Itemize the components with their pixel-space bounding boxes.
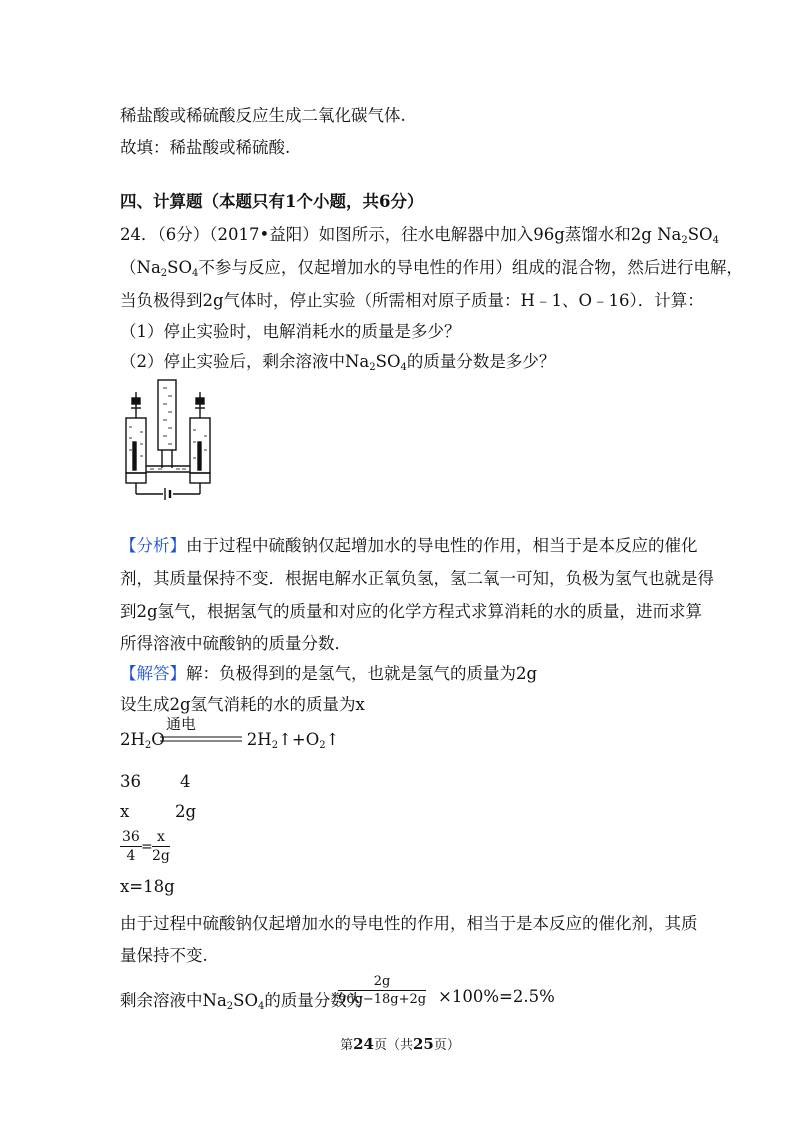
subscript: 2 (369, 362, 376, 373)
numerator: 36 (122, 829, 140, 845)
page-number: 24 (353, 1035, 374, 1053)
text: 的质量分数是多少？ (406, 352, 556, 371)
question-line (120, 221, 719, 246)
text: （Na (120, 258, 161, 277)
question-line: （1）停止实验时，电解消耗水的质量是多少？ (120, 322, 461, 341)
subscript: 4 (258, 1001, 265, 1012)
denominator: 2g (152, 848, 170, 864)
subscript: 2 (319, 740, 326, 751)
text: SO (233, 991, 258, 1010)
denominator: 4 (126, 848, 136, 864)
text: 的质量分数为 (264, 991, 364, 1010)
text: SO (687, 225, 713, 244)
ratio-row-value: 4 (180, 772, 191, 791)
fraction (338, 974, 426, 1007)
text: ↑ (325, 730, 340, 749)
final-line (120, 987, 363, 1012)
text-line: 由于过程中硫酸钠仅起增加水的导电性的作用，相当于是本反应的催化剂，其质 (120, 914, 698, 933)
analysis-line: 到2g氢气，根据氢气的质量和对应的化学方程式求算消耗的水的质量，进而求算 (120, 602, 703, 621)
subscript: 4 (400, 362, 407, 373)
text: 解：负极得到的是氢气，也就是氢气的质量为2g (186, 664, 538, 683)
ratio-row-value: x (120, 802, 130, 821)
text-line: 故填：稀盐酸或稀硫酸. (120, 138, 291, 157)
footer-text: 页） (433, 1038, 460, 1053)
analysis-tag: 【分析】 (120, 536, 186, 555)
question-line: 当负极得到2g气体时，停止实验（所需相对原子质量：H﹣1、O﹣16）．计算： (120, 291, 704, 310)
electrolysis-apparatus-figure (118, 372, 218, 502)
subscript: 2 (681, 235, 688, 246)
question-line (120, 254, 743, 279)
text: （2）停止实验后，剩余溶液中Na (120, 352, 370, 371)
denominator: 96g−18g+2g (338, 992, 427, 1007)
analysis-line (120, 532, 698, 556)
total-pages: 25 (413, 1035, 434, 1053)
equation-condition: 通电 (166, 715, 197, 733)
text: 剩余溶液中Na (120, 991, 227, 1010)
text: SO (167, 258, 192, 277)
equals-sign: = (141, 839, 153, 855)
text: SO (375, 352, 401, 371)
analysis-line: 所得溶液中硫酸钠的质量分数． (120, 634, 351, 653)
text: ↑+O (278, 730, 320, 749)
subscript: 4 (192, 268, 199, 279)
question-line (120, 348, 555, 373)
page-footer (0, 1034, 800, 1053)
text-line: 量保持不变. (120, 946, 208, 965)
text: 由于过程中硫酸钠仅起增加水的导电性的作用，相当于是本反应的催化 (186, 536, 698, 555)
fraction (120, 829, 142, 864)
equation-equals-bar (160, 735, 244, 743)
text: 2H (246, 730, 272, 749)
answer-tag: 【解答】 (120, 664, 186, 683)
ratio-row-value: 36 (120, 772, 141, 791)
text: 2H (120, 730, 145, 749)
subscript: 2 (160, 268, 168, 279)
subscript: 2 (226, 1001, 234, 1012)
analysis-line: 剂，其质量保持不变．根据电解水正氧负氢，氢二氧一可知，负极为氢气也就是得 (120, 569, 714, 588)
footer-text: 页（共 (373, 1038, 413, 1053)
text: O (151, 730, 165, 749)
text-line: 稀盐酸或稀硫酸反应生成二氧化碳气体. (120, 106, 406, 125)
numerator: 2g (338, 974, 426, 991)
text: 24．（6分）（2017•益阳）如图所示，往水电解器中加入96g蒸馏水和2g Na (120, 225, 682, 244)
subscript: 2 (144, 740, 152, 751)
answer-line: 设生成2g氢气消耗的水的质量为x (120, 695, 365, 714)
ratio-row-value: 2g (175, 802, 197, 821)
numerator: x (152, 829, 170, 847)
result-line: x=18g (120, 877, 175, 896)
subscript: 4 (712, 235, 719, 246)
section-heading: 四、计算题（本题只有1个小题，共6分） (120, 192, 424, 211)
answer-line (120, 660, 537, 684)
text: 不参与反应，仅起增加水的导电性的作用）组成的混合物，然后进行电解， (198, 258, 743, 277)
result-value: ×100%=2.5% (438, 987, 555, 1006)
subscript: 2 (271, 740, 279, 751)
fraction (152, 829, 170, 864)
footer-text: 第 (340, 1038, 354, 1053)
